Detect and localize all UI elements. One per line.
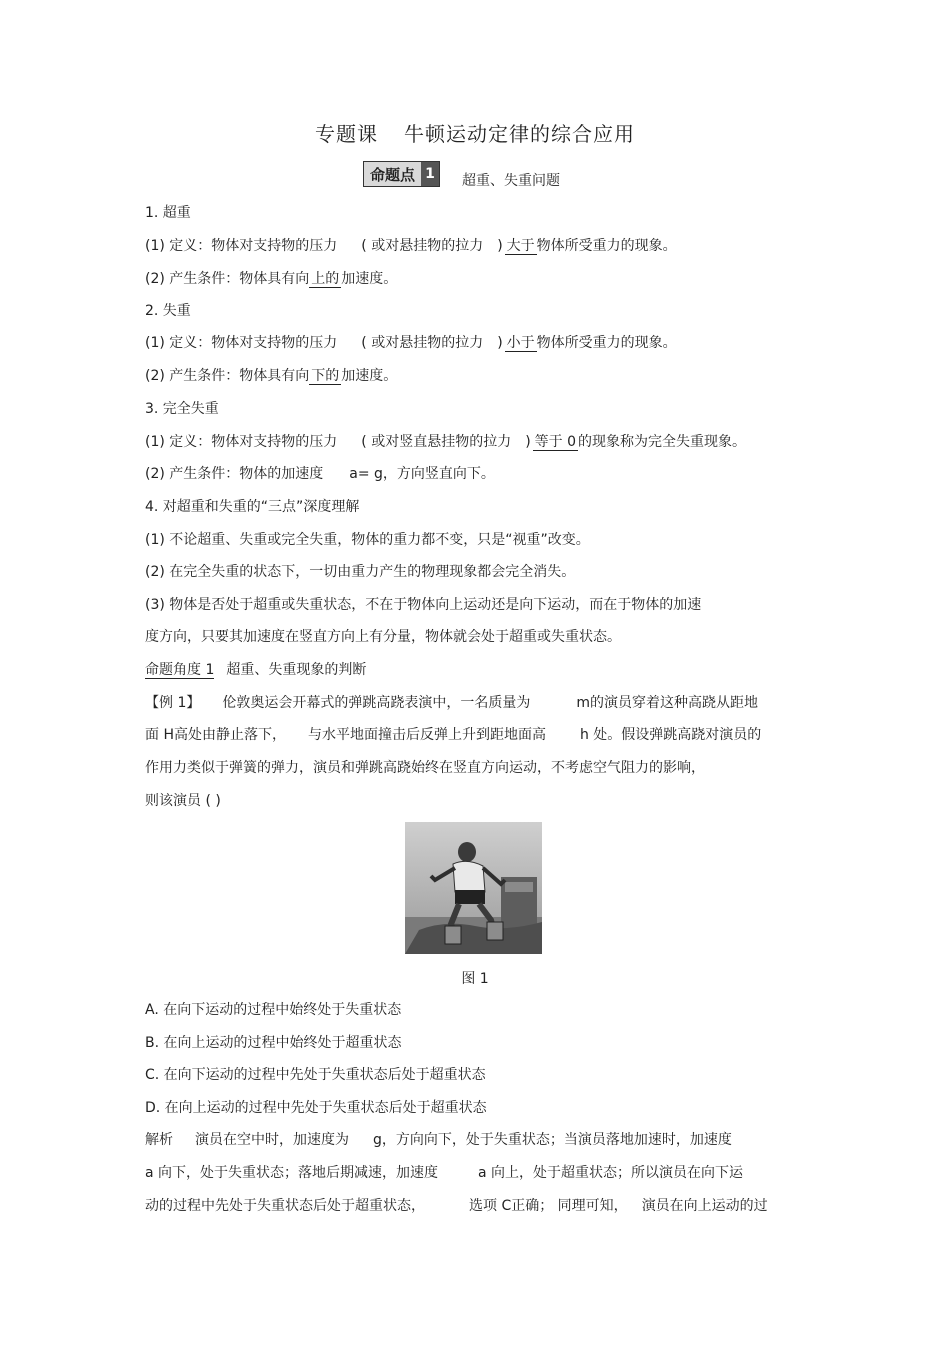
text-run: ) xyxy=(497,335,503,351)
paragraph-line: (1) 不论超重、失重或完全失重，物体的重力都不变，只是“视重”改变。 xyxy=(145,532,590,548)
text-run: 的现象称为完全失重现象。 xyxy=(578,434,747,450)
section-heading: 2. 失重 xyxy=(145,303,191,319)
topic-badge xyxy=(363,161,440,187)
text-run: ( 或对悬挂物的拉力 xyxy=(361,335,484,351)
text-run: ) xyxy=(525,434,531,450)
text-run: 物体所受重力的现象。 xyxy=(536,238,677,254)
text-run: ( 或对悬挂物的拉力 xyxy=(361,238,484,254)
title-part-1: 专题课 xyxy=(315,122,378,146)
text-run: ) xyxy=(497,238,503,254)
option-c: C. 在向下运动的过程中先处于失重状态后处于超重状态 xyxy=(145,1067,486,1083)
topic-angle xyxy=(145,660,366,680)
text-run: a= g，方向竖直向下。 xyxy=(349,466,495,482)
paragraph-line: (3) 物体是否处于超重或失重状态，不在于物体向上运动还是向下运动，而在于物体的加速 xyxy=(145,597,702,613)
example-line xyxy=(145,693,758,713)
text-run: 物体所受重力的现象。 xyxy=(536,335,677,351)
option-b: B. 在向上运动的过程中始终处于超重状态 xyxy=(145,1035,402,1051)
text-run: 演员在空中时，加速度为 xyxy=(195,1132,349,1148)
paragraph-line xyxy=(145,464,495,484)
analysis-line xyxy=(145,1130,732,1150)
text-run: 演员在向上运动的过 xyxy=(641,1198,768,1214)
analysis-line xyxy=(145,1163,743,1183)
text-run: m的演员穿着这种高跷从距地 xyxy=(576,695,758,711)
paragraph-line xyxy=(145,366,397,386)
text-run: (1) 定义：物体对支持物的压力 xyxy=(145,434,338,450)
example-label: 【例 1】 xyxy=(145,695,201,711)
answer-blank: 小于 xyxy=(506,335,535,351)
text-run: (1) 定义：物体对支持物的压力 xyxy=(145,335,338,351)
badge-number: 1 xyxy=(421,162,439,186)
text-run: 面 H高处由静止落下， xyxy=(145,727,286,743)
answer-blank: 下的 xyxy=(311,368,340,384)
topic-badge-row xyxy=(363,160,560,188)
option-a: A. 在向下运动的过程中始终处于失重状态 xyxy=(145,1002,402,1018)
text-run: 动的过程中先处于失重状态后处于超重状态， xyxy=(145,1198,425,1214)
topic-label: 超重、失重问题 xyxy=(462,173,561,189)
angle-label: 命题角度 1 xyxy=(145,662,215,678)
angle-title: 超重、失重现象的判断 xyxy=(226,662,367,678)
section-heading: 1. 超重 xyxy=(145,205,191,221)
text-run: 与水平地面撞击后反弹上升到距地面高 xyxy=(307,727,546,743)
paragraph-line: (2) 在完全失重的状态下，一切由重力产生的物理现象都会完全消失。 xyxy=(145,564,576,580)
section-heading: 4. 对超重和失重的“三点”深度理解 xyxy=(145,499,360,515)
section-heading: 3. 完全失重 xyxy=(145,401,219,417)
text-run: ( 或对竖直悬挂物的拉力 xyxy=(361,434,512,450)
paragraph-line: 度方向，只要其加速度在竖直方向上有分量，物体就会处于超重或失重状态。 xyxy=(145,629,621,645)
photo-illustration xyxy=(405,822,542,954)
paragraph-line xyxy=(145,432,746,452)
analysis-label: 解析 xyxy=(145,1132,173,1148)
example-line xyxy=(145,725,761,745)
text-run: (2) 产生条件：物体具有向 xyxy=(145,271,310,287)
text-run: a 向下，处于失重状态；落地后期减速，加速度 xyxy=(145,1165,439,1181)
text-run: 加速度。 xyxy=(341,368,398,384)
answer-blank: 等于 0 xyxy=(534,434,577,450)
answer-blank: 上的 xyxy=(311,271,340,287)
text-run: h 处。假设弹跳高跷对演员的 xyxy=(579,727,762,743)
text-run: (2) 产生条件：物体具有向 xyxy=(145,368,310,384)
example-line: 作用力类似于弹簧的弹力，演员和弹跳高跷始终在竖直方向运动，不考虑空气阻力的影响， xyxy=(145,760,705,776)
example-line: 则该演员 ( ) xyxy=(145,793,221,809)
analysis-line xyxy=(145,1196,768,1216)
text-run: a 向上，处于超重状态；所以演员在向下运 xyxy=(478,1165,744,1181)
answer-blank: 大于 xyxy=(506,238,535,254)
text-run: 选项 C正确； 同理可知， xyxy=(469,1198,628,1214)
text-run: 加速度。 xyxy=(341,271,398,287)
text-run: g，方向向下，处于失重状态；当演员落地加速时，加速度 xyxy=(373,1132,732,1148)
text-run: 伦敦奥运会开幕式的弹跳高跷表演中，一名质量为 xyxy=(222,695,531,711)
title-part-2: 牛顿运动定律的综合应用 xyxy=(404,122,635,146)
figure-caption: 图 1 xyxy=(461,971,489,987)
text-run: (1) 定义：物体对支持物的压力 xyxy=(145,238,338,254)
badge-text: 命题点 xyxy=(370,165,416,184)
stilt-jumper-photo xyxy=(405,822,542,954)
paragraph-line xyxy=(145,236,677,256)
page-title xyxy=(0,118,950,147)
text-run: (2) 产生条件：物体的加速度 xyxy=(145,466,324,482)
option-d: D. 在向上运动的过程中先处于失重状态后处于超重状态 xyxy=(145,1100,487,1116)
paragraph-line xyxy=(145,333,677,353)
paragraph-line xyxy=(145,269,397,289)
